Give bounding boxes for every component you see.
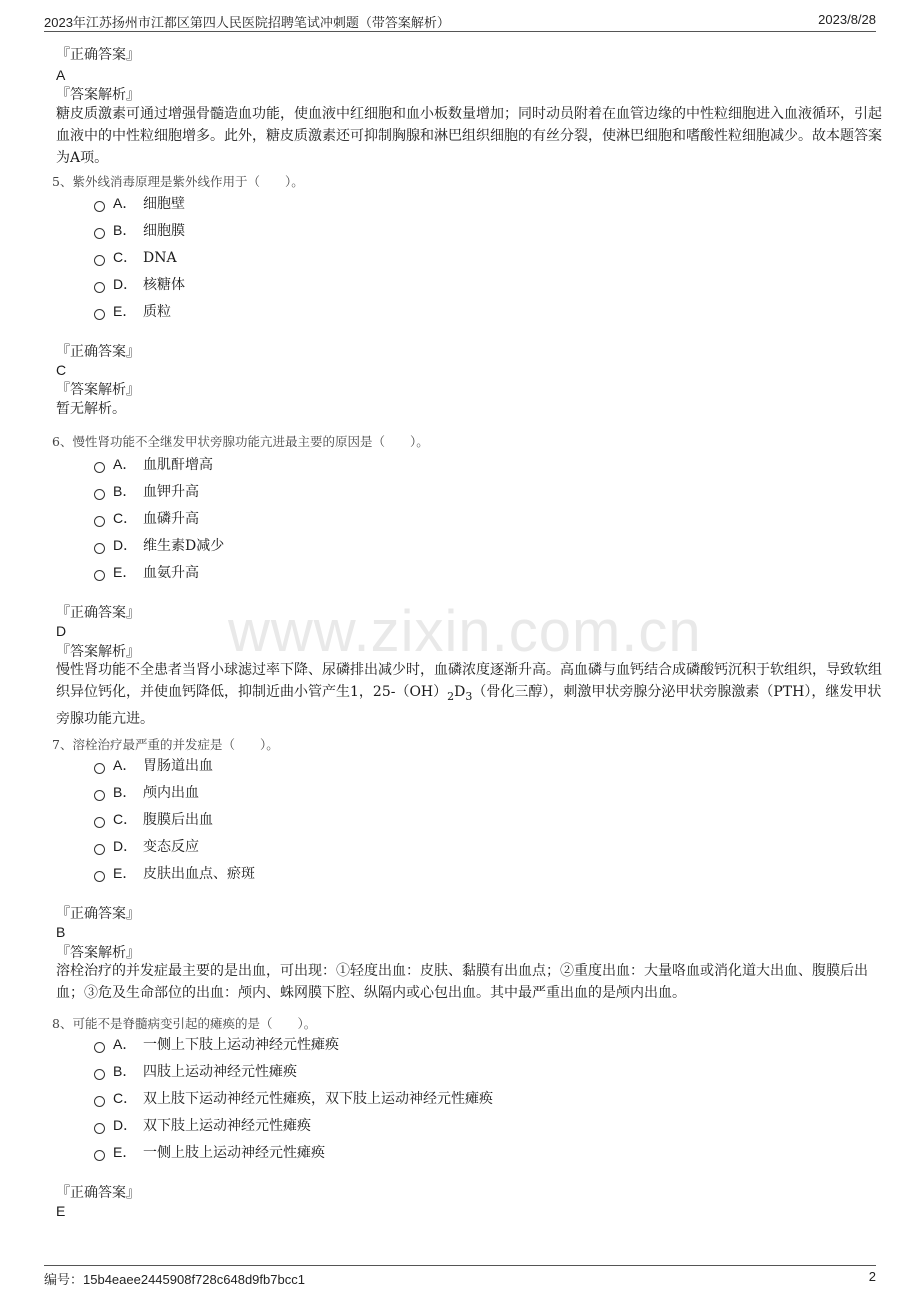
question-stem: 7、溶栓治疗最严重的并发症是（ ）。 (52, 737, 279, 752)
option-a[interactable]: A． 胃肠道出血 (94, 754, 213, 776)
option-a[interactable]: A． 血肌酐增高 (94, 453, 213, 475)
radio-icon[interactable] (94, 282, 105, 293)
option-c[interactable]: C． 血磷升高 (94, 507, 199, 529)
radio-icon[interactable] (94, 1069, 105, 1080)
radio-icon[interactable] (94, 516, 105, 527)
correct-answer-label: 『正确答案』 (56, 906, 140, 922)
analysis-label: 『答案解析』 (56, 87, 140, 103)
analysis-text: 溶栓治疗的并发症最主要的是出血，可出现：①轻度出血：皮肤、黏膜有出血点；②重度出血：大量咯血或消化道大出血、腹膜后出血；③危及生命部位的出血：颅内、蛛网膜下腔、纵隔内或心包出血。其中最严重出血的是颅内出血。 (56, 963, 868, 1001)
question-stem: 6、慢性肾功能不全继发甲状旁腺功能亢进最主要的原因是（ ）。 (52, 434, 429, 449)
radio-icon[interactable] (94, 570, 105, 581)
option-e[interactable]: E． 血氨升高 (94, 561, 199, 583)
page-header (44, 12, 876, 30)
correct-answer-label: 『正确答案』 (56, 605, 140, 621)
radio-icon[interactable] (94, 255, 105, 266)
option-e[interactable]: E． 一侧上肢上运动神经元性瘫痪 (94, 1141, 325, 1163)
page-number: 2 (868, 1269, 876, 1284)
analysis-label: 『答案解析』 (56, 382, 140, 398)
footer-divider (44, 1265, 876, 1266)
option-e[interactable]: E． 皮肤出血点、瘀斑 (94, 862, 255, 884)
document-date: 2023/8/28 (818, 12, 876, 27)
radio-icon[interactable] (94, 844, 105, 855)
radio-icon[interactable] (94, 489, 105, 500)
option-c[interactable]: C． 双上肢下运动神经元性瘫痪，双下肢上运动神经元性瘫痪 (94, 1087, 493, 1109)
analysis-label: 『答案解析』 (56, 644, 140, 660)
option-d[interactable]: D． 变态反应 (94, 835, 199, 857)
watermark: www.zixin.com.cn (228, 599, 702, 664)
page-footer (44, 1269, 876, 1287)
radio-icon[interactable] (94, 1042, 105, 1053)
option-c[interactable]: C． 腹膜后出血 (94, 808, 213, 830)
header-divider (44, 31, 876, 32)
option-b[interactable]: B． 细胞膜 (94, 219, 185, 241)
radio-icon[interactable] (94, 201, 105, 212)
correct-answer-value: A (56, 67, 66, 83)
option-b[interactable]: B． 四肢上运动神经元性瘫痪 (94, 1060, 297, 1082)
radio-icon[interactable] (94, 462, 105, 473)
option-b[interactable]: B． 颅内出血 (94, 781, 199, 803)
radio-icon[interactable] (94, 309, 105, 320)
analysis-text: 慢性肾功能不全患者当肾小球滤过率下降、尿磷排出减少时，血磷浓度逐渐升高。高血磷与血钙结合成磷酸钙沉积于软组织，导致软组织异位钙化，并使血钙降低，抑制近曲小管产生1，$25-(OH)_2D_3$（骨化三醇），刺激甲状旁腺分泌甲状旁腺激素（PTH），继发甲状旁腺功能亢进。 (56, 662, 882, 727)
correct-answer-label: 『正确答案』 (56, 1185, 140, 1201)
option-d[interactable]: D． 维生素D减少 (94, 534, 224, 556)
radio-icon[interactable] (94, 763, 105, 774)
correct-answer-value: B (56, 924, 66, 940)
document-id: 编号：15b4eaee2445908f728c648d9fb7bcc1 (44, 1272, 305, 1287)
radio-icon[interactable] (94, 1123, 105, 1134)
radio-icon[interactable] (94, 790, 105, 801)
correct-answer-label: 『正确答案』 (56, 344, 140, 360)
option-d[interactable]: D． 核糖体 (94, 273, 185, 295)
correct-answer-value: E (56, 1203, 66, 1219)
question-stem: 8、可能不是脊髓病变引起的瘫痪的是（ ）。 (52, 1016, 317, 1031)
option-d[interactable]: D． 双下肢上运动神经元性瘫痪 (94, 1114, 311, 1136)
radio-icon[interactable] (94, 1150, 105, 1161)
correct-answer-label: 『正确答案』 (56, 47, 140, 63)
option-b[interactable]: B． 血钾升高 (94, 480, 199, 502)
analysis-text: 暂无解析。 (56, 401, 126, 417)
radio-icon[interactable] (94, 871, 105, 882)
option-a[interactable]: A． 一侧上下肢上运动神经元性瘫痪 (94, 1033, 339, 1055)
radio-icon[interactable] (94, 1096, 105, 1107)
question-stem: 5、紫外线消毒原理是紫外线作用于（ ）。 (52, 174, 304, 189)
radio-icon[interactable] (94, 228, 105, 239)
radio-icon[interactable] (94, 817, 105, 828)
option-a[interactable]: A． 细胞壁 (94, 192, 185, 214)
correct-answer-value: D (56, 623, 67, 639)
document-title: 2023年江苏扬州市江都区第四人民医院招聘笔试冲刺题（带答案解析） (44, 15, 450, 30)
analysis-label: 『答案解析』 (56, 945, 140, 961)
option-c[interactable]: C． DNA (94, 246, 177, 268)
analysis-text: 糖皮质激素可通过增强骨髓造血功能，使血液中红细胞和血小板数量增加；同时动员附着在血管边缘的中性粒细胞进入血液循环，引起血液中的中性粒细胞增多。此外，糖皮质激素还可抑制胸腺和淋巴组织细胞的有丝分裂，使淋巴细胞和嗜酸性粒细胞减少。故本题答案为A项。 (56, 106, 882, 166)
correct-answer-value: C (56, 362, 67, 378)
radio-icon[interactable] (94, 543, 105, 554)
option-e[interactable]: E． 质粒 (94, 300, 171, 322)
